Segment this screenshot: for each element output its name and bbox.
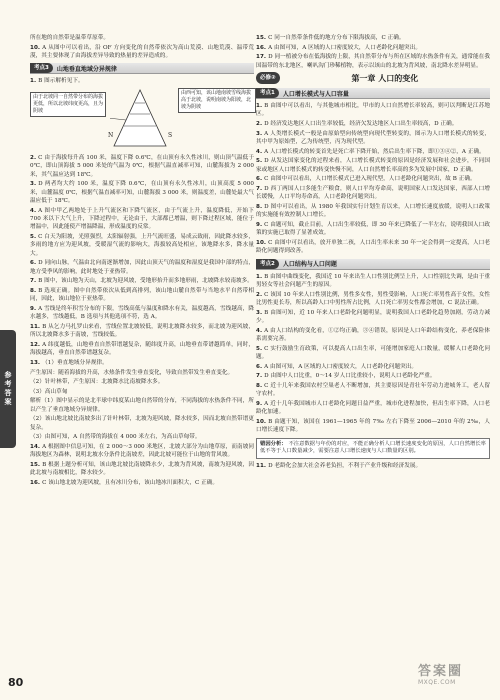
section-bar-kaodian1 — [256, 88, 490, 99]
answer-2: 2. D 经济发达地区人口出生率较低，经济欠发达地区人口出生率较高，D 正确。 — [256, 121, 458, 127]
answer-15: 15. C 同一自然带条件低的地方分布下限海拔高，C 正确。 — [256, 35, 405, 41]
chapter-badge: 必修② — [256, 72, 280, 84]
answer-7: 7. B 图中，该山地为天山，北坡为迎风坡，受地形抬升而多地形雨，北坡降水较南坡多。 — [30, 278, 253, 285]
watermark-url: MXQE.COM — [418, 679, 456, 686]
answer-11: 11. B 从乞力马扎罗山来看，雪线位置北坡较低，说明北坡降水较多，而北坡为迎风坡，所以北坡降水多于南坡，雪线较低。 — [30, 324, 254, 339]
answer-8: 8. D 图中可以看出，从 1980 年我国实行计划生育以来，人口增长速度放缓，说明人口政策的实施能有效控制人口增长。 — [256, 203, 490, 219]
mountain-figure — [110, 88, 173, 148]
answer-5: 5. C 实行鼓励生育政策，可以提高人口出生率，可能增加家庭人口数量，缓解人口老龄化问题。 — [256, 345, 490, 360]
answer-15: 15. B 根据上题分析可知，该山地北坡比南坡降水少，北坡为背风坡，南坡为迎风坡，因此北坡与南坡相比，降水较少。 — [30, 462, 254, 477]
left-column — [30, 34, 254, 489]
answer-1: 1. B 由图中可以看出，与其他城市相比，甲市的人口自然增长率较高，则可以判断是江苏地区。 — [256, 103, 490, 118]
section-bar-kaodian3 — [30, 63, 254, 74]
answer-9: 9. A 近十几年我国城市人口老龄化问题日益严重，城市化进程加快，但出生率下降，人口老龄化加速。 — [256, 400, 490, 416]
answer-paragraph: （2）针叶林带，产生原因：北坡降水比南坡降水多。 — [30, 379, 164, 386]
section-title: 人口增长模式与人口容量 — [282, 90, 349, 98]
answer-10: 10. B 由题干知，该国在 1961—1965 年的 7‰ 左右下降至 2006—2010 年的 2‰，人口增长速度下降。 — [256, 418, 490, 434]
answer-6: 6. D 同向山脉，气温由北向南逐渐增加，因此山顶天气的温度和湿度是我国中部的特点，地方受季风的影响，此时地处于亚热带。 — [30, 260, 254, 275]
answer-16: 16. A 由图可知，A 区域的人口密度较大，人口老龄化问题突出。 — [256, 44, 421, 51]
answer-10: 10. C 由图中可以看出，放开单独二孩，人口出生率未来 30 年一定会得到一定提高，人口老龄化问题得到改善。 — [256, 239, 490, 255]
answer-2: 2. C 该国 10 年来人口性别比例，男性多女性，男性受影响，人口死亡率男性高于女性，女性比男性更长寿，所以高龄人口中男性所占比例，人口死亡率男女性都会增加，C 说法正确。 — [256, 291, 490, 306]
answer-4: 4. A 图中甲乙两地处于上升气流区和下降气流区，由于气流上升，温度降低，开始下 700 米以下大气上升，下降过程中，无论由于，大部都已增温，则下降过程区域，能位于增温中，因此能使产增温降温，形成温度的反常。 — [30, 207, 254, 231]
chapter-header — [256, 72, 490, 84]
answer-paragraph: 产生原因：随着海拔的升高，水热条件发生垂直变化，导致自然带发生垂直变化。 — [30, 369, 234, 376]
answer-paragraph: （2）该山地北坡比南坡多出了针叶林带，北坡为迎风坡，降水较多，因而北坡自然带谱更复杂。 — [30, 416, 254, 431]
section-tag: 考点1 — [256, 88, 279, 98]
mountain-diagram — [30, 88, 254, 150]
answer-10: 10. A 从图中可以看出，沿 OF 方向变化的自然带依次为高山荒漠、山地荒漠、温带荒漠，其主要体现了由海拔差异导致的热量的差异造成的。 — [30, 44, 254, 59]
section-bar-kaodian2 — [256, 259, 490, 270]
answer-3: 3. A 人类增长模式一般是由原始型向传统型向现代型转变的，图示为人口增长模式的转变，其中甲为原始型，乙为传统型，丙为现代型。 — [256, 130, 490, 145]
answer-key-side-tab: 参考答案 — [0, 330, 16, 448]
watermark-logo — [418, 660, 492, 694]
answer-4: 4. A 由人口结构的变化看，①②均正确，③④错误，原因是人口年龄结构变化，养老保险体系需要完善。 — [256, 327, 490, 342]
answer-1: 1. B 图示解析见下。 — [30, 78, 84, 85]
answer-6: 6. C 由图中可以看出，人口增长模式已进入现代型，人口老龄化问题突出，故 B 正确。 — [256, 176, 476, 183]
answer-3: 3. B 由图可知，近 10 年来人口老龄化问题明显，说明我国人口老龄化趋势加剧，劳动力减少。 — [256, 309, 490, 324]
answer-2: 2. C 由于海拔每升高 100 米，温度下降 0.6℃，在山顶有永久性冰川，则山顶气温低于 0℃，即山顶海拔 5 000 米处的气温为 0℃，根据气温直减率可知，山麓海拔为 2 000 米，其气温应达到 18℃。 — [30, 154, 254, 178]
section-tag: 考点2 — [256, 259, 279, 269]
label-north: N — [108, 131, 114, 139]
answer-7: 7. D 西丁两国人口多能生产粮食，则人口平均寿命高，说明国家人口发达国家，西部人口增长缓慢，人口平均寿命高，人口老龄化问题突出。 — [256, 185, 490, 201]
chapter-title: 第一章 人口的变化 — [351, 73, 419, 83]
error-analysis-box — [256, 438, 490, 460]
answer-5: 5. C 白天为阳坡，光照强烈，太阳辐射强，上升气流旺盛，易成云致雨，因此降水较多，多雨的地方应为迎风坡，受暖湿气流的影响大，海拔较高处相应，该地降水多，降水量大。 — [30, 234, 254, 257]
answer-4: 4. A 人口增长模式的转变首先是死亡率下降开始，然后出生率下降，即①③④②，A 正确。 — [256, 148, 485, 155]
answer-9: 9. C 由题可知，截止目前，人口出生率较低，即 30 年来已降低了一半左右，说明我国人口政策的实施已取得了显著成效。 — [256, 221, 490, 237]
answer-17: 17. D 同一植被分布在低海拔的上限，其自然带分布与所在区域的水热条件有关，通常能在我国温带的东北地区，喇叭沟门珍稀植物，表示以该山的北坡为背风坡，南北降水差异明显。 — [256, 54, 490, 69]
answer-paragraph: （3）高山草甸 — [30, 388, 68, 395]
answer-3: 3. D 两者均大约 100 米，温度下降 0.6℃，在山顶有永久性冰川，山顶高度 5 000 米，山麓温度 0℃，根据气温直减率可知，山麓海拔 3 000 米，则温度差，山麓处最大气温应低于 18℃。 — [30, 181, 254, 205]
callout-left: 由于北坡同一自然带分布的海拔更低，所以北坡纬度更高，且为阴坡 — [30, 92, 106, 117]
answer-5: 5. D 从发达国家变化的过程来看，人口增长模式转变的原因是经济发展和社会进步，不同国家或地区人口增长模式的转变快慢不同，人口自然增长率高的多为发展中国家，D 正确。 — [256, 158, 490, 173]
answer-16: 16. C 该山地北坡为迎风坡，且有冰川分布，该山地冰川面积大，C 正确。 — [30, 480, 219, 486]
answer-11: 11. D 老龄化会加大社会养老负担，不利于产业升级和经济发展。 — [256, 463, 422, 470]
note-text: 不注意数据与年份的对应，不能正确分析人口增长速度变化的原因，人口自然增长率低不等于人口数量减少，需要注意人口增长速度与人口数量的区别。 — [260, 440, 486, 455]
answer-12: 12. A 纬度越低，山地垂直自然带谱越复杂，随纬度升高，山地垂直带谱越简单，同时，海拔越高，垂直自然带谱越复杂。 — [30, 342, 254, 357]
answer-8: 8. C 近十几年来我国农村空巢老人不断增加，其主要原因是青壮年劳动力进城务工，老人留守农村。 — [256, 382, 490, 398]
callout-right: 由西可知，该山地南坡雪线海拔高于北坡，说明南坡为阳坡，北坡为阴坡 — [178, 88, 256, 113]
watermark-text: 答案圈 — [418, 664, 464, 679]
answer-1: 1. B 由图中曲线变化，我国近 10 年来出生人口性别比例呈上升，人口性别比失调，是由于重男轻女等社会问题产生的原因。 — [256, 273, 490, 288]
right-column — [256, 34, 490, 472]
answer-paragraph: 解析（1）图中显示的是北半球中纬度某山地自然带的分布，不同海拔的水热条件不同，所以产生了垂直地域分异规律。 — [30, 398, 254, 413]
label-south: S — [168, 131, 173, 139]
section-tag: 考点3 — [30, 63, 53, 73]
section-title: 山地垂直地域分异规律 — [56, 65, 117, 73]
answer-9: 9. A 雪线是终年积雪分布的下限，雪线高低与温度和降水有关，温度越高，雪线越高，降水越多，雪线越低，B 选项与其他选项不符，选 A。 — [30, 306, 254, 321]
answer-8: 8. B 选项正确。图中自然带依次从低到高排列，该山地山麓自然带与当地水平自然带相同，因此，该山地位于亚热带。 — [30, 288, 254, 303]
answer-6: 6. A 由图可知，A 区域的人口密度较大，人口老龄化问题突出。 — [256, 363, 418, 370]
answer-7: 7. D 由图中人口比重，0～14 岁人口比重较小，说明人口老龄化严重。 — [256, 373, 436, 380]
note-title: 错因分析： — [260, 440, 287, 447]
answer-13: 13. （1）垂直地域分异规律。 — [30, 360, 108, 367]
answer-paragraph: （3）由图可知，A 自然带的海拔在 4 000 米左右，为高山草甸带。 — [30, 434, 201, 441]
answer-14: 14. A 根据图中信息可知，在 2 000～3 000 米地区，北坡大部分为山地草原，而南坡同海拔地区为森林，说明北坡水分条件比南坡差，因此北坡可能位于山地的背风坡。 — [30, 444, 254, 459]
section-title: 人口结构与人口问题 — [282, 261, 337, 269]
page-number: 80 — [8, 676, 24, 689]
answer-paragraph: 所在地的自然带是温带草原带。 — [30, 35, 110, 41]
